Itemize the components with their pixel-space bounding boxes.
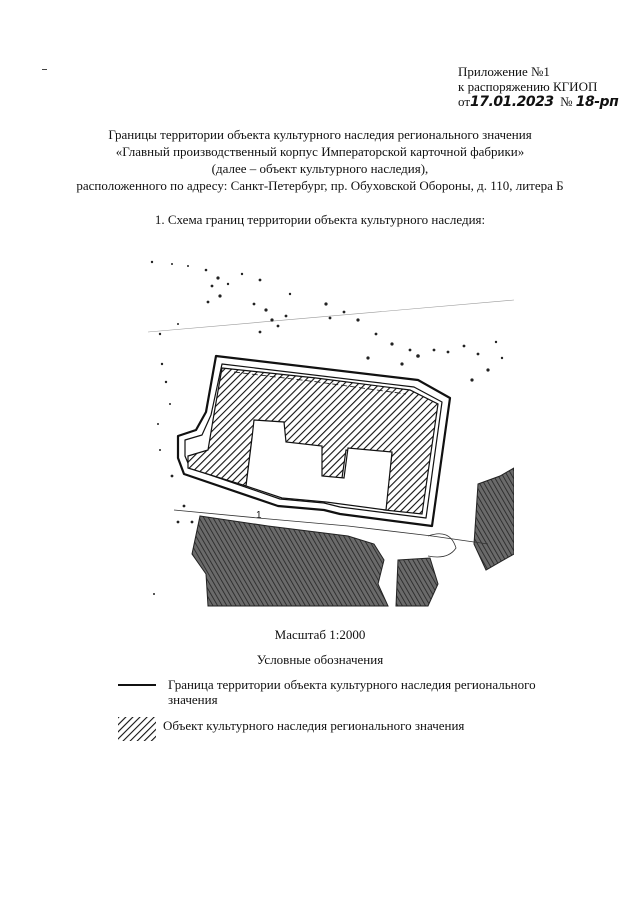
legend-title: Условные обозначения: [256, 652, 384, 667]
map-scale: Масштаб 1:2000: [274, 627, 366, 642]
legend-object-label: Объект культурного наследия регионального значения: [163, 718, 465, 733]
annex-date: 17.01.2023: [470, 94, 554, 110]
annex-number: 18-рп: [575, 94, 619, 110]
annex-number-sign: №: [560, 94, 573, 109]
annex-order-ref: к распоряжению КГИОП: [458, 79, 598, 94]
legend-object-symbol: [118, 717, 156, 741]
section-heading: 1. Схема границ территории объекта культурного наследия:: [154, 212, 486, 227]
site-map: [148, 254, 514, 608]
annex-from: от: [458, 94, 471, 109]
title-line-1: Границы территории объекта культурного наследия регионального значения: [108, 127, 532, 142]
legend-boundary-label: Граница территории объекта культурного наследия регионального значения: [168, 677, 536, 707]
annex-header: [458, 64, 618, 110]
annex-date-line: [458, 94, 618, 110]
annex-title: Приложение №1: [458, 64, 550, 79]
legend-boundary-symbol: [118, 684, 156, 686]
title-line-4: расположенного по адресу: Санкт-Петербург, пр. Обуховской Обороны, д. 110, литера Б: [76, 178, 564, 193]
map-label-1: 1: [256, 510, 262, 521]
document-title: [60, 126, 580, 194]
title-line-3: (далее – объект культурного наследия),: [211, 161, 429, 176]
title-line-2: «Главный производственный корпус Императорской карточной фабрики»: [115, 144, 525, 159]
scan-mark: [42, 69, 47, 70]
